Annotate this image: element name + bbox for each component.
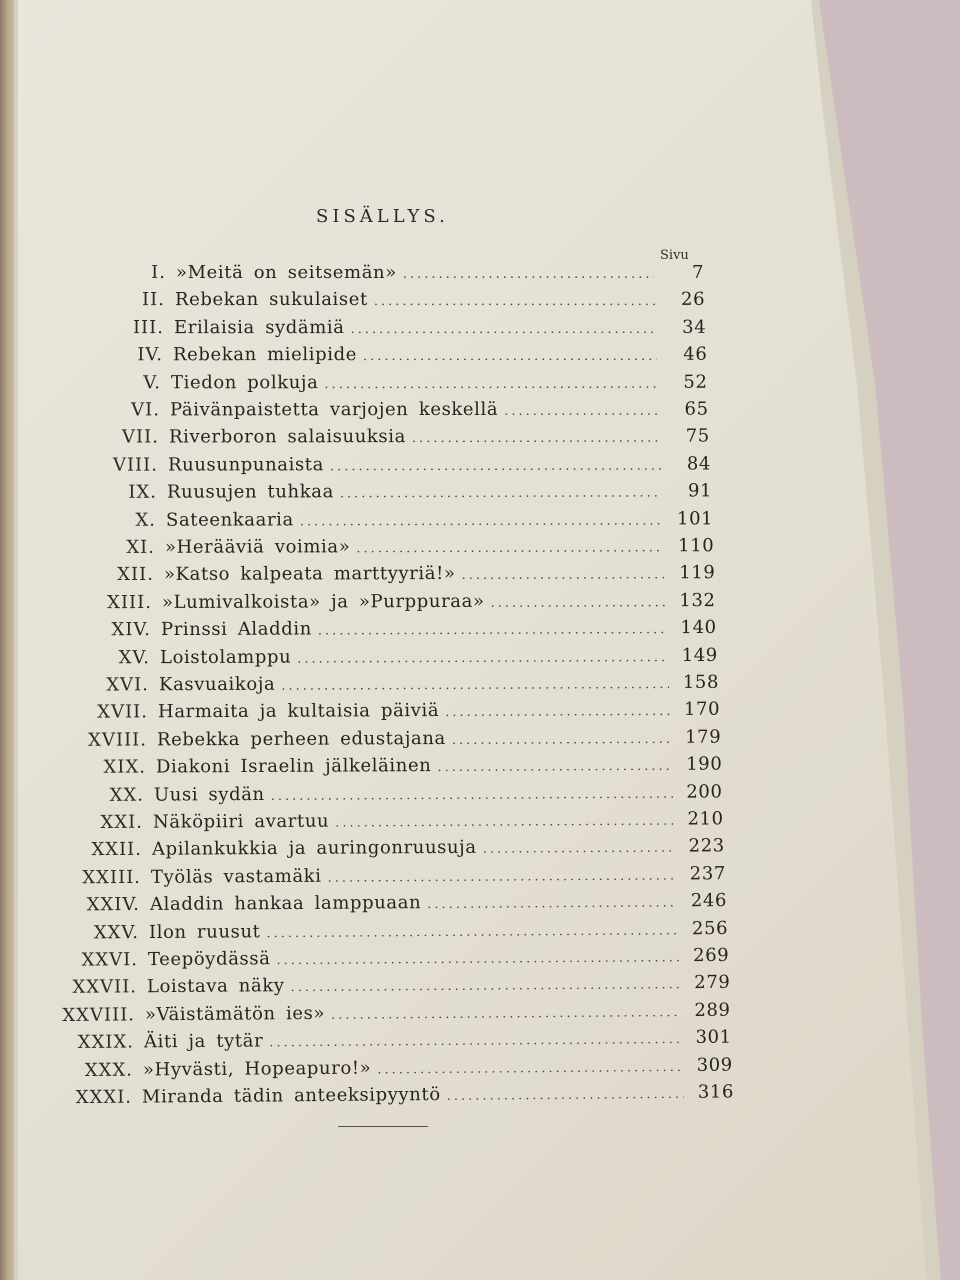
toc-entry: [82, 862, 727, 893]
chapter-number: VI.: [131, 399, 161, 421]
leader-dots: [276, 950, 679, 968]
chapter-number: XXIX.: [77, 1031, 135, 1054]
page-number: 179: [684, 726, 722, 748]
page-number: 149: [681, 644, 719, 666]
chapter-number: XVI.: [106, 674, 150, 696]
chapter-number: XXX.: [84, 1059, 134, 1081]
chapter-number: XIX.: [103, 756, 146, 778]
leader-dots: [445, 704, 670, 720]
page-number: 190: [685, 753, 723, 775]
chapter-number: XXIII.: [82, 866, 142, 889]
toc-entry: [103, 753, 723, 783]
toc-entry: [110, 781, 724, 810]
chapter-number: VII.: [122, 426, 160, 448]
toc-entry: [151, 262, 704, 288]
page-number: 158: [682, 671, 720, 693]
leader-dots: [340, 486, 662, 502]
toc-entry: [75, 1081, 735, 1112]
chapter-title: Rebekka perheen edustajana: [156, 727, 446, 751]
chapter-title: Tiedon polkuja: [171, 371, 319, 393]
toc-entry: [91, 835, 726, 865]
page-number: 301: [695, 1026, 733, 1049]
leader-dots: [505, 404, 659, 419]
toc-entry: [100, 808, 725, 837]
leader-dots: [300, 513, 663, 529]
leader-dots: [330, 458, 661, 474]
toc-entry: [135, 507, 714, 535]
toc-entry: [128, 480, 713, 508]
chapter-title: »Herääviä voimia»: [164, 536, 351, 558]
page-number: 7: [691, 262, 704, 283]
toc-entry: [141, 289, 705, 315]
toc-entry: [93, 917, 729, 948]
leader-dots: [447, 1087, 684, 1104]
chapter-title: Äiti ja tytär: [144, 1030, 264, 1053]
page-number: 223: [688, 835, 726, 857]
leader-dots: [377, 1060, 683, 1078]
page-number: 65: [684, 398, 709, 420]
leader-dots: [318, 622, 667, 638]
page-number: 132: [679, 589, 717, 611]
toc-entry: [118, 644, 719, 672]
page-number: 75: [685, 425, 710, 447]
leader-dots: [281, 677, 669, 694]
toc-entry: [97, 699, 721, 728]
leader-dots: [461, 568, 665, 584]
leader-dots: [374, 294, 655, 309]
toc-entry: [84, 1054, 734, 1085]
page-number: 84: [686, 453, 712, 475]
chapter-title: Ruusujen tuhkaa: [166, 481, 334, 503]
leader-dots: [403, 267, 654, 282]
toc-entry: [71, 972, 731, 1002]
toc-entry: [136, 343, 707, 370]
chapter-title: »Meitä on seitsemän»: [176, 262, 397, 283]
chapter-title: »Katso kalpeata marttyyriä!»: [163, 563, 456, 586]
page-number: 170: [683, 699, 721, 721]
leader-dots: [271, 786, 673, 803]
chapter-number: XXVII.: [71, 976, 137, 999]
page-number: 279: [693, 972, 731, 994]
chapter-number: XI.: [125, 536, 155, 558]
page-number: 316: [697, 1081, 735, 1103]
chapter-title: Apilankukkia ja auringonruusuja: [152, 837, 477, 861]
page-number: 119: [678, 562, 716, 584]
chapter-number: IV.: [136, 344, 163, 366]
toc-entry: [107, 589, 717, 618]
chapter-title: Sateenkaaria: [165, 508, 294, 531]
chapter-number: XIV.: [111, 619, 152, 641]
toc-entry: [132, 316, 706, 343]
toc-entry: [112, 453, 712, 480]
chapter-number: VIII.: [112, 454, 159, 476]
leader-dots: [290, 978, 680, 996]
page-number: 52: [683, 371, 708, 393]
chapter-title: Loistava näky: [146, 975, 285, 998]
chapter-title: Aladdin hankaa lamppuaan: [149, 892, 422, 916]
page-number: 140: [680, 617, 718, 639]
chapter-title: Miranda tädin anteeksipyyntö: [141, 1083, 441, 1108]
leader-dots: [269, 1032, 682, 1050]
chapter-title: Riverboron salaisuuksia: [169, 426, 407, 448]
chapter-title: Diakoni Israelin jälkeläinen: [155, 755, 432, 778]
toc-entry: [143, 371, 708, 398]
toc-entry: [62, 999, 732, 1030]
leader-dots: [328, 868, 676, 885]
closing-rule: [338, 1126, 428, 1127]
page-number: 289: [694, 999, 732, 1021]
chapter-number: II.: [141, 289, 165, 311]
toc-heading: SISÄLLYS.: [316, 206, 449, 227]
chapter-title: »Hyvästi, Hopeapuro!»: [143, 1057, 372, 1081]
page-number: 237: [689, 862, 727, 885]
leader-dots: [491, 595, 666, 611]
page-number: 26: [680, 289, 705, 311]
chapter-title: Työläs vastamäki: [150, 865, 322, 888]
chapter-number: XII.: [116, 564, 154, 586]
chapter-number: XX.: [110, 784, 145, 806]
toc-entry: [122, 425, 710, 453]
page-number: 46: [682, 343, 707, 365]
chapter-number: I.: [151, 262, 166, 283]
chapter-title: Näköpiiri avartuu: [153, 810, 330, 833]
chapter-title: Teepöydässä: [147, 948, 271, 971]
page-column-label: Sivu: [660, 248, 689, 263]
chapter-number: XXVIII.: [62, 1004, 136, 1026]
page-number: 200: [686, 781, 724, 803]
chapter-number: X.: [135, 509, 156, 531]
page-number: 269: [692, 944, 730, 967]
leader-dots: [437, 759, 672, 775]
leader-dots: [297, 650, 668, 667]
page-number: 246: [690, 890, 728, 912]
chapter-title: Erilaisia sydämiä: [173, 316, 345, 338]
toc-entry: [81, 944, 730, 975]
leader-dots: [483, 841, 675, 857]
toc-entry: [111, 617, 718, 645]
leader-dots: [363, 349, 657, 364]
chapter-number: XXII.: [91, 839, 143, 861]
chapter-title: »Väistämätön ies»: [145, 1002, 326, 1026]
page-number: 91: [687, 480, 713, 502]
page-number: 256: [691, 917, 729, 939]
toc-entry: [125, 535, 715, 563]
chapter-number: XVIII.: [87, 729, 147, 751]
chapter-title: Rebekan sukulaiset: [174, 289, 368, 311]
page-number: 34: [681, 316, 706, 338]
chapter-title: Päivänpaistetta varjojen keskellä: [170, 398, 499, 421]
chapter-number: XXI.: [100, 811, 144, 833]
chapter-title: Prinssi Aladdin: [161, 618, 313, 641]
chapter-title: Ilon ruusut: [148, 920, 261, 943]
chapter-number: XXXI.: [75, 1086, 133, 1109]
toc-entry: [77, 1026, 733, 1058]
chapter-title: Kasvuaikoja: [158, 673, 276, 696]
leader-dots: [331, 1005, 681, 1023]
leader-dots: [412, 431, 660, 446]
page-number: 309: [696, 1054, 734, 1076]
chapter-number: IX.: [128, 481, 157, 503]
chapter-number: V.: [143, 371, 162, 393]
toc-entry: [87, 726, 722, 755]
toc-entry: [106, 671, 720, 700]
page-number: 110: [677, 535, 715, 557]
chapter-title: Loistolamppu: [160, 646, 292, 668]
toc-entry: [131, 398, 709, 426]
chapter-title: Uusi sydän: [154, 783, 266, 806]
leader-dots: [350, 322, 656, 337]
chapter-number: XIII.: [107, 591, 153, 613]
chapter-title: Ruusunpunaista: [168, 454, 325, 476]
page-number: 210: [687, 808, 725, 830]
leader-dots: [427, 896, 677, 913]
chapter-number: XXV.: [93, 921, 139, 944]
chapter-title: Harmaita ja kultaisia päiviä: [157, 700, 440, 723]
leader-dots: [452, 732, 671, 748]
chapter-title: »Lumivalkoista» ja »Purppuraa»: [162, 590, 485, 613]
leader-dots: [356, 540, 664, 556]
toc-entry: [116, 562, 716, 591]
leader-dots: [335, 814, 674, 831]
toc-entry: [86, 890, 728, 920]
leader-dots: [325, 376, 658, 391]
chapter-number: XVII.: [97, 701, 148, 723]
page-number: 101: [676, 507, 714, 529]
chapter-number: XXVI.: [81, 949, 138, 971]
chapter-number: XV.: [118, 646, 151, 668]
chapter-number: III.: [132, 316, 164, 338]
chapter-title: Rebekan mielipide: [172, 344, 357, 366]
chapter-number: XXIV.: [86, 894, 140, 916]
leader-dots: [266, 923, 678, 941]
